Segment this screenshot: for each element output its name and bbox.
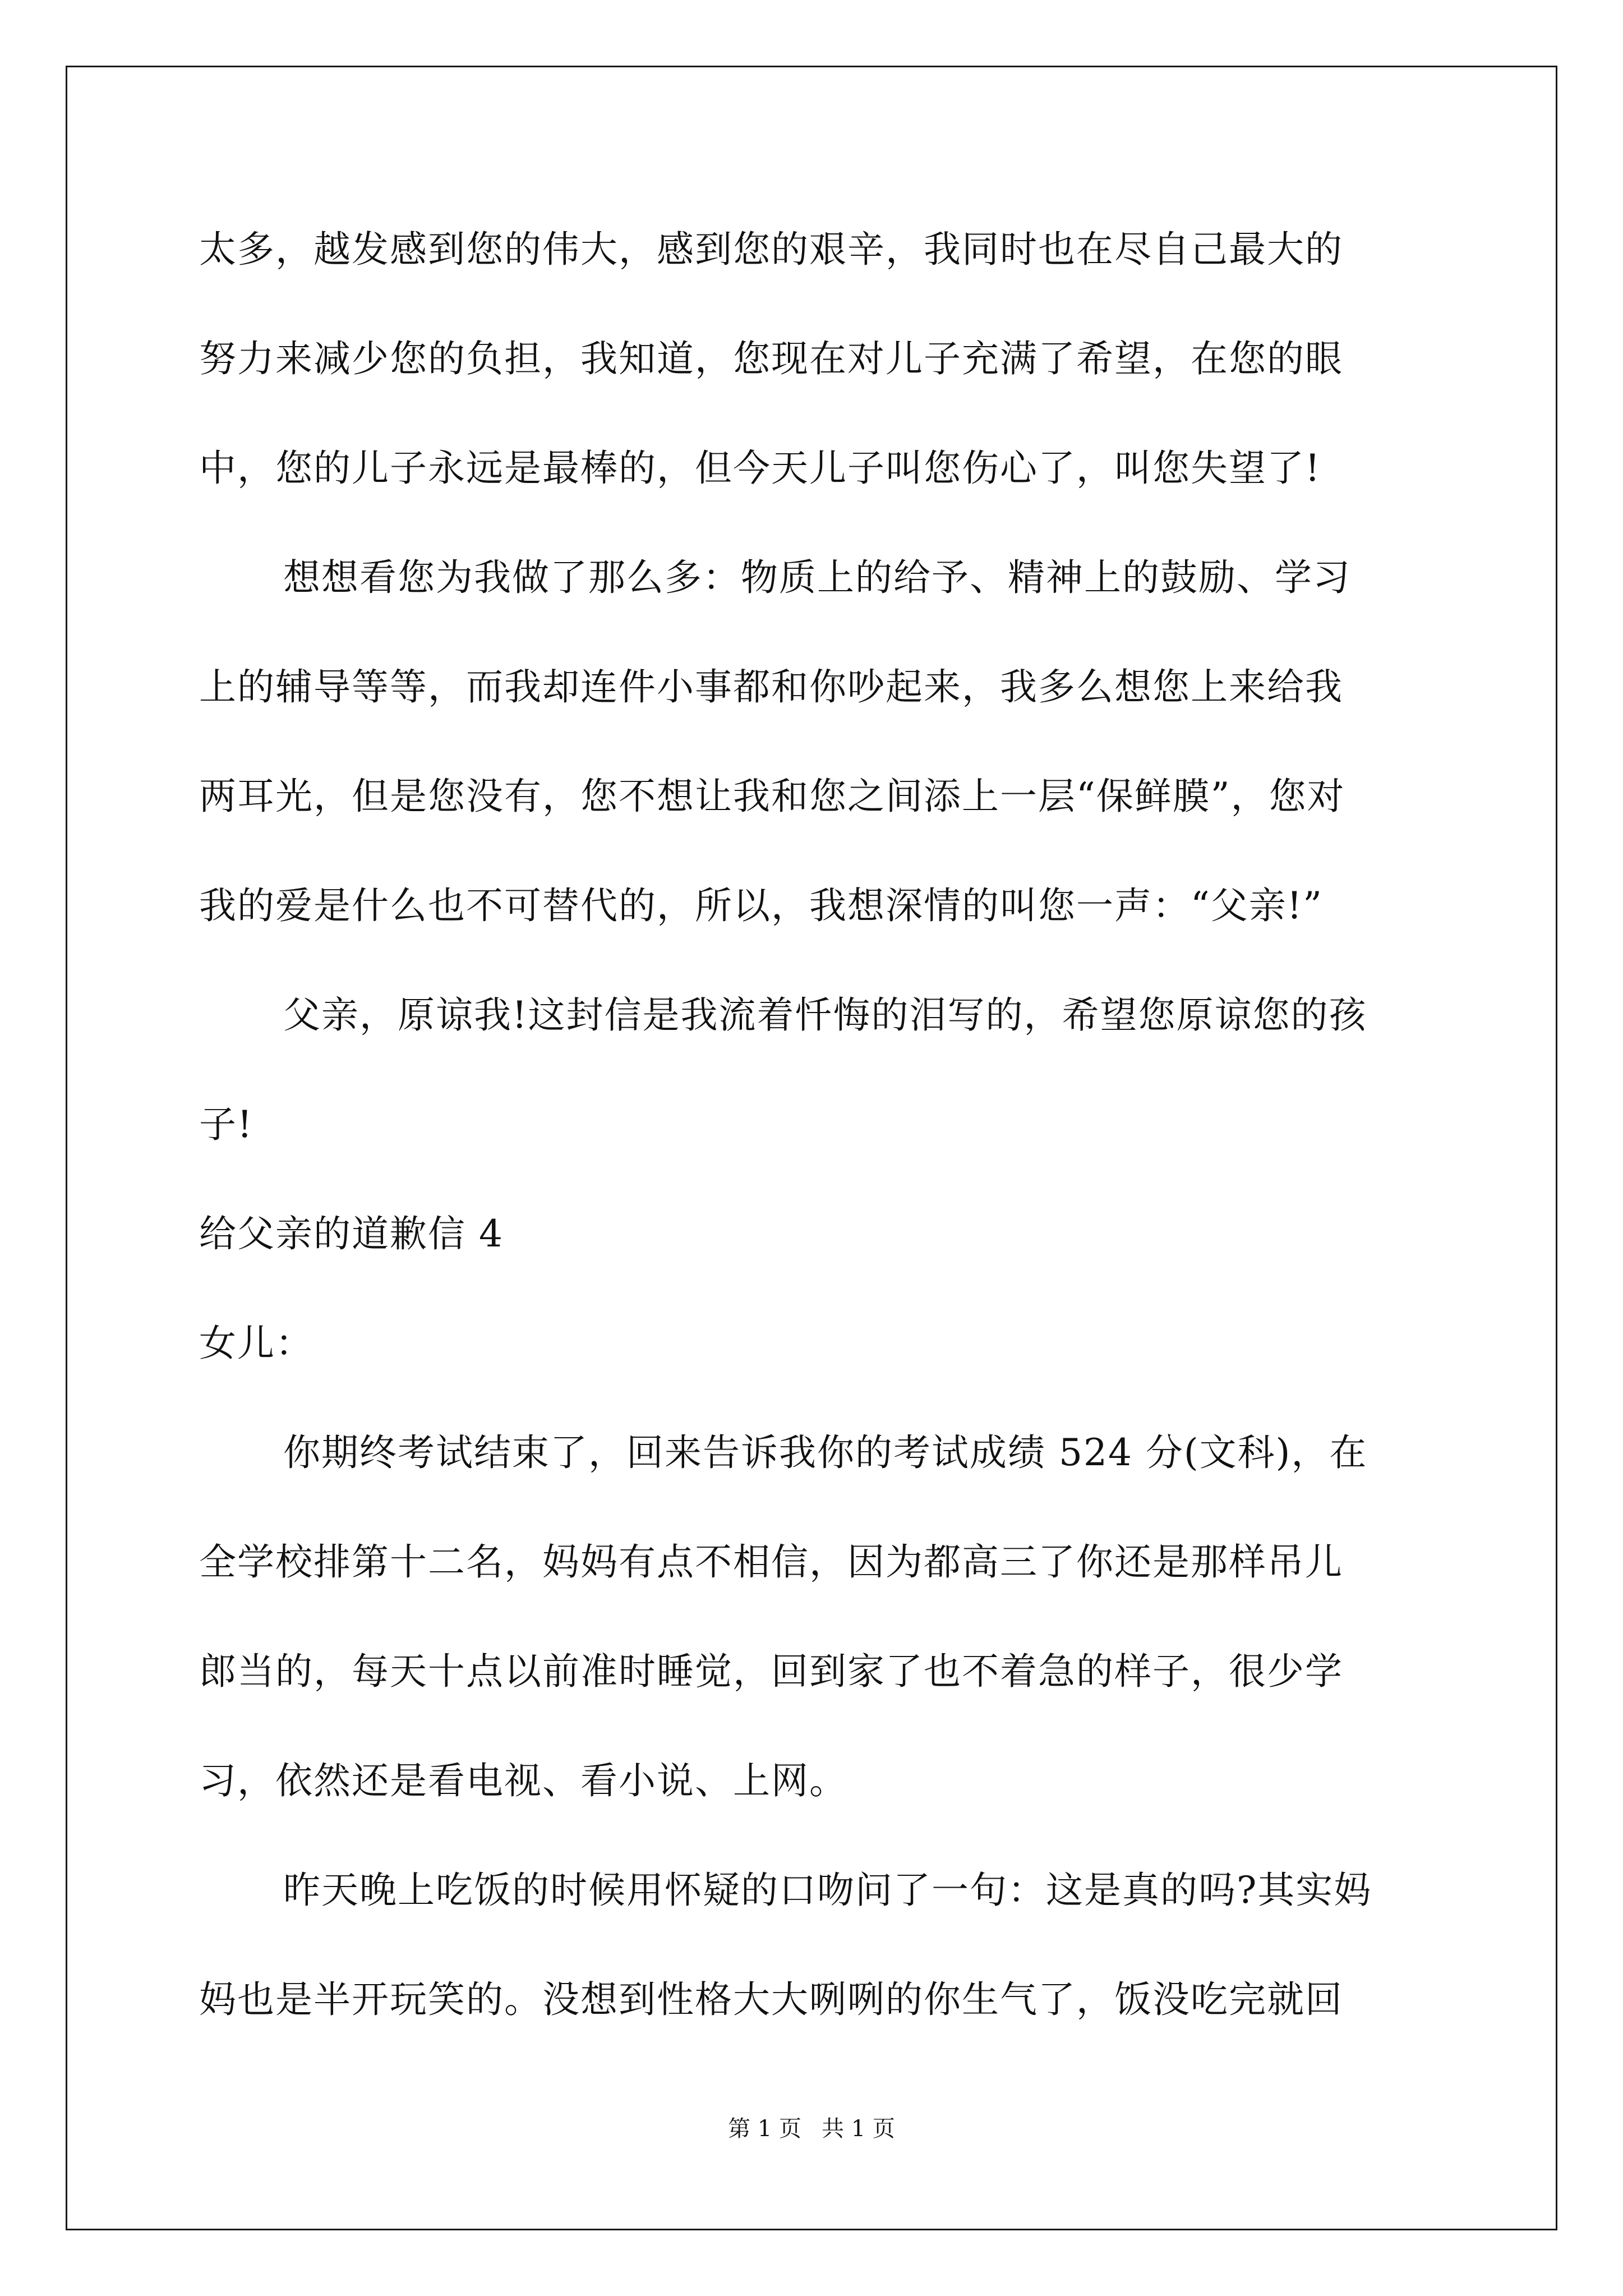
text-line: 努力来减少您的负担，我知道，您现在对儿子充满了希望，在您的眼 [199,337,1343,380]
page-number: 第 1 页 [728,2116,801,2142]
paragraph-start-line: 想想看您为我做了那么多：物质上的给予、精神上的鼓励、学习 [283,556,1351,599]
paragraph-start-line: 父亲，原谅我!这封信是我流着忏悔的泪写的，希望您原谅您的孩 [283,993,1367,1037]
text-line: 上的辅导等等，而我却连件小事都和你吵起来，我多么想您上来给我 [199,665,1343,708]
text-line: 郎当的，每天十点以前准时睡觉，回到家了也不着急的样子，很少学 [199,1650,1343,1693]
text-line: 全学校排第十二名，妈妈有点不相信，因为都高三了你还是那样吊儿 [199,1540,1343,1584]
text-line: 妈也是半开玩笑的。没想到性格大大咧咧的你生气了，饭没吃完就回 [199,1978,1343,2021]
salutation: 女儿： [199,1322,313,1365]
paragraph-start-line: 昨天晚上吃饭的时候用怀疑的口吻问了一句：这是真的吗?其实妈 [283,1869,1372,1912]
text-line: 习，依然还是看电视、看小说、上网。 [199,1759,847,1802]
page-total: 共 1 页 [822,2116,895,2142]
text-line: 中，您的儿子永远是最棒的，但今天儿子叫您伤心了，叫您失望了! [199,447,1321,490]
section-heading: 给父亲的道歉信 4 [199,1212,504,1255]
text-line: 子! [199,1103,253,1146]
page-footer [0,2115,1623,2143]
paragraph-start-line: 你期终考试结束了，回来告诉我你的考试成绩 524 分(文科)，在 [283,1431,1368,1474]
text-line: 我的爱是什么也不可替代的，所以，我想深情的叫您一声：“父亲!” [199,884,1324,927]
text-line: 两耳光，但是您没有，您不想让我和您之间添上一层“保鲜膜”，您对 [199,775,1345,818]
text-line: 太多，越发感到您的伟大，感到您的艰辛，我同时也在尽自己最大的 [199,228,1343,271]
